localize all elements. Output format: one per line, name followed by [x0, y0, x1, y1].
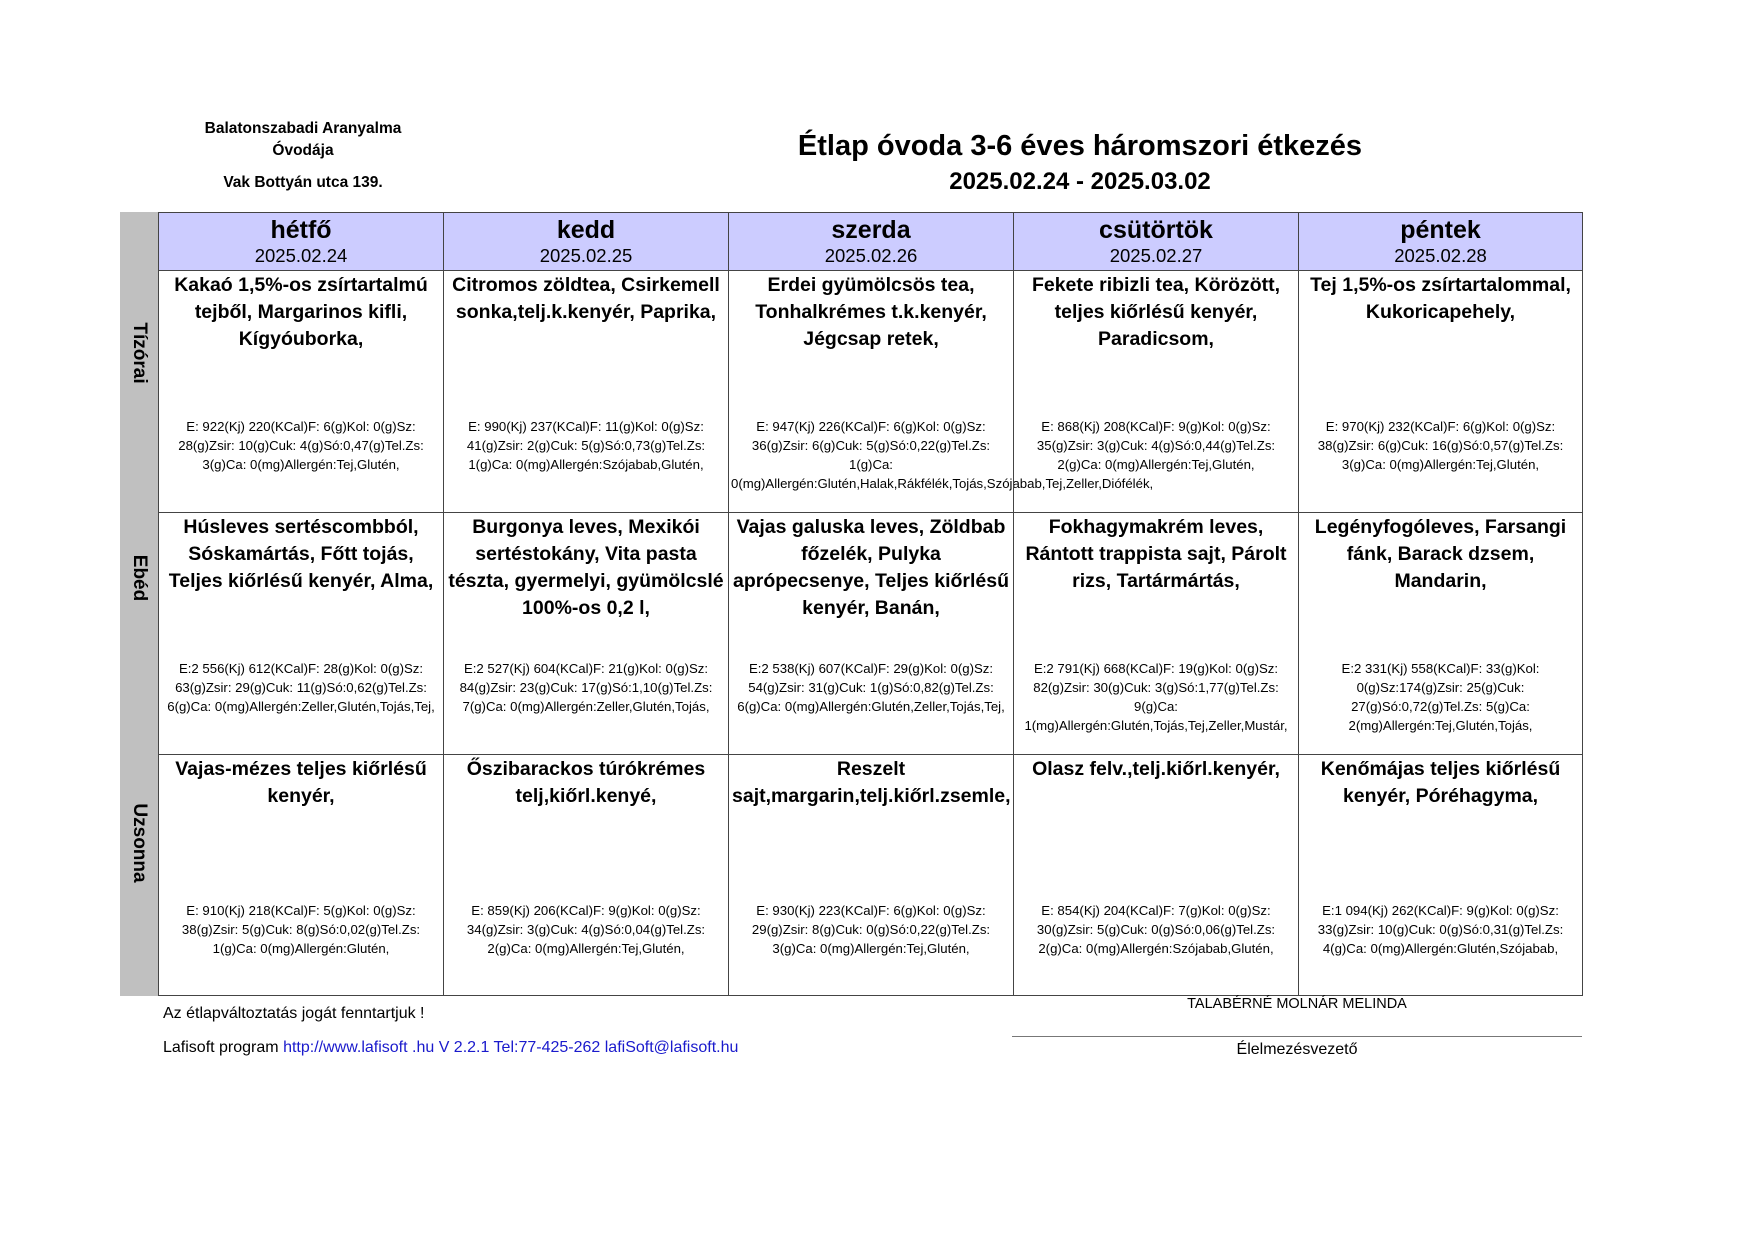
menu-cell — [443, 270, 728, 512]
org-name — [178, 118, 428, 162]
signer-name: TALABÉRNÉ MOLNÁR MELINDA — [1187, 996, 1407, 1012]
nutrition-text: E:2 538(Kj) 607(KCal)F: 29(g)Kol: 0(g)Sz: 54(g)Zsir: 31(g)Cuk: 1(g)Só:0,82(g)Tel.Zs: 6(g)Ca: 0(mg)Allergén:Glutén,Zeller,Tojás,Tej, — [737, 661, 1005, 714]
menu-cell — [158, 512, 443, 754]
dish-text: Erdei gyümölcsös tea, Tonhalkrémes t.k.kenyér, Jégcsap retek, — [755, 274, 987, 350]
meal-label-text: Uzsonna — [129, 803, 150, 883]
org-name-line1: Balatonszabadi Aranyalma — [204, 120, 402, 137]
menu-cell — [1298, 754, 1583, 996]
program-label: Lafisoft program — [163, 1039, 284, 1056]
nutrition-text: E: 930(Kj) 223(KCal)F: 6(g)Kol: 0(g)Sz: 29(g)Zsir: 8(g)Cuk: 0(g)Só:0,22(g)Tel.Zs: 3(g)Ca: 0(mg)Allergén:Tej,Glutén, — [751, 903, 991, 956]
dish-text: Vajas-mézes teljes kiőrlésű kenyér, — [175, 758, 427, 807]
dish-text: Reszelt sajt,margarin,telj.kiőrl.zsemle, — [732, 758, 1011, 807]
menu-cell — [443, 512, 728, 754]
signer-role: Élelmezésvezető — [1236, 1041, 1358, 1058]
menu-cell — [158, 754, 443, 996]
day-header-monday — [158, 212, 443, 270]
dish-text: Vajas galuska leves, Zöldbab főzelék, Pulyka aprópecsenye, Teljes kiőrlésű kenyér, Banán, — [732, 516, 1010, 619]
day-date: 2025.02.26 — [824, 245, 918, 266]
menu-cell — [1298, 270, 1583, 512]
nutrition-text: E:2 527(Kj) 604(KCal)F: 21(g)Kol: 0(g)Sz: 84(g)Zsir: 23(g)Cuk: 17(g)Só:1,10(g)Tel.Zs: 7(g)Ca: 0(mg)Allergén:Zeller,Glutén,Tojás, — [459, 661, 713, 714]
meal-label-text: Tízórai — [129, 322, 150, 384]
org-name-line2: Óvodája — [272, 142, 334, 159]
dish-text: Citromos zöldtea, Csirkemell sonka,telj.k.kenyér, Paprika, — [452, 274, 720, 323]
menu-cell — [728, 754, 1013, 996]
nutrition-text: E:1 094(Kj) 262(KCal)F: 9(g)Kol: 0(g)Sz: 33(g)Zsir: 10(g)Cuk: 0(g)Só:0,31(g)Tel.Zs: 4(g)Ca: 0(mg)Allergén:Glutén,Szójabab, — [1317, 903, 1564, 956]
table-corner — [120, 212, 158, 270]
dish-text: Tej 1,5%-os zsírtartalommal, Kukoricapehely, — [1310, 274, 1571, 323]
program-credit — [163, 1039, 738, 1057]
meal-label-text: Ebéd — [129, 554, 150, 602]
nutrition-text: E: 947(Kj) 226(KCal)F: 6(g)Kol: 0(g)Sz: 36(g)Zsir: 6(g)Cuk: 5(g)Só:0,22(g)Tel.Zs: 1(g)Ca: 0(mg)Allergén:Glutén,Halak,Rákfélék,Tojás,Szójabab,Tej,Zeller,Diófélék, — [731, 419, 1154, 491]
nutrition-text: E:2 791(Kj) 668(KCal)F: 19(g)Kol: 0(g)Sz: 82(g)Zsir: 30(g)Cuk: 3(g)Só:1,77(g)Tel.Zs: 9(g)Ca: 1(mg)Allergén:Glutén,Tojás,Tej,Zeller,Mustár, — [1024, 661, 1288, 733]
day-date: 2025.02.24 — [254, 245, 348, 266]
day-date: 2025.02.27 — [1109, 245, 1203, 266]
dish-text: Fekete ribizli tea, Körözött, teljes kiőrlésű kenyér, Paradicsom, — [1031, 274, 1281, 350]
nutrition-text: E: 922(Kj) 220(KCal)F: 6(g)Kol: 0(g)Sz: 28(g)Zsir: 10(g)Cuk: 4(g)Só:0,47(g)Tel.Zs: 3(g)Ca: 0(mg)Allergén:Tej,Glutén, — [178, 419, 424, 472]
menu-cell — [1013, 270, 1298, 512]
day-name: kedd — [556, 216, 616, 244]
menu-cell — [728, 512, 1013, 754]
nutrition-text: E: 854(Kj) 204(KCal)F: 7(g)Kol: 0(g)Sz: 30(g)Zsir: 5(g)Cuk: 0(g)Só:0,06(g)Tel.Zs: 2(g)Ca: 0(mg)Allergén:Szójabab,Glutén, — [1036, 903, 1276, 956]
dish-text: Olasz felv.,telj.kiőrl.kenyér, — [1032, 758, 1280, 780]
menu-cell — [1013, 754, 1298, 996]
dish-text: Burgonya leves, Mexikói sertéstokány, Vita pasta tészta, gyermelyi, gyümölcslé 100%-os 0,2 l, — [448, 516, 724, 619]
menu-cell — [728, 270, 1154, 512]
day-name: szerda — [831, 216, 911, 244]
dish-text: Őszibarackos túrókrémes telj,kiőrl.kenyé, — [466, 758, 706, 807]
menu-table — [120, 212, 1583, 996]
menu-cell — [443, 754, 728, 996]
dish-text: Kenőmájas teljes kiőrlésű kenyér, Póréhagyma, — [1320, 758, 1561, 807]
day-name: hétfő — [270, 216, 332, 244]
nutrition-text: E: 910(Kj) 218(KCal)F: 5(g)Kol: 0(g)Sz: 38(g)Zsir: 5(g)Cuk: 8(g)Só:0,02(g)Tel.Zs: 1(g)Ca: 0(mg)Allergén:Glutén, — [181, 903, 421, 956]
menu-cell — [1013, 512, 1298, 754]
org-address: Vak Bottyán utca 139. — [223, 174, 383, 191]
date-range: 2025.02.24 - 2025.03.02 — [949, 168, 1211, 195]
day-date: 2025.02.28 — [1394, 245, 1487, 266]
day-header-friday — [1298, 212, 1583, 270]
day-header-wednesday — [728, 212, 1013, 270]
program-link[interactable]: http://www.lafisoft .hu V 2.2.1 Tel:77-425-262 lafiSoft@lafisoft.hu — [283, 1039, 739, 1056]
day-name: péntek — [1400, 216, 1481, 244]
nutrition-text: E: 868(Kj) 208(KCal)F: 9(g)Kol: 0(g)Sz: 35(g)Zsir: 3(g)Cuk: 4(g)Só:0,44(g)Tel.Zs: 2(g)Ca: 0(mg)Allergén:Tej,Glutén, — [1036, 419, 1276, 472]
nutrition-text: E:2 331(Kj) 558(KCal)F: 33(g)Kol: 0(g)Sz:174(g)Zsir: 25(g)Cuk: 27(g)Só:0,72(g)Tel.Zs: 5(g)Ca: 2(mg)Allergén:Tej,Glutén,Tojás, — [1341, 661, 1540, 733]
nutrition-text: E:2 556(Kj) 612(KCal)F: 28(g)Kol: 0(g)Sz: 63(g)Zsir: 29(g)Cuk: 11(g)Só:0,62(g)Tel.Zs: 6(g)Ca: 0(mg)Allergén:Zeller,Glutén,Tojás,Tej, — [167, 661, 435, 714]
meal-label-tizorai — [120, 270, 158, 512]
page-title: Étlap óvoda 3-6 éves háromszori étkezés — [797, 130, 1363, 162]
day-date: 2025.02.25 — [539, 245, 633, 266]
menu-cell — [1298, 512, 1583, 754]
menu-cell — [158, 270, 443, 512]
meal-label-uzsonna — [120, 754, 158, 996]
nutrition-text: E: 859(Kj) 206(KCal)F: 9(g)Kol: 0(g)Sz: 34(g)Zsir: 3(g)Cuk: 4(g)Só:0,04(g)Tel.Zs: 2(g)Ca: 0(mg)Allergén:Tej,Glutén, — [466, 903, 706, 956]
change-notice: Az étlapváltoztatás jogát fenntartjuk ! — [163, 1005, 425, 1022]
meal-label-ebed — [120, 512, 158, 754]
nutrition-text: E: 990(Kj) 237(KCal)F: 11(g)Kol: 0(g)Sz: 41(g)Zsir: 2(g)Cuk: 5(g)Só:0,73(g)Tel.Zs: 1(g)Ca: 0(mg)Allergén:Szójabab,Glutén, — [466, 419, 706, 472]
day-name: csütörtök — [1099, 216, 1213, 244]
dish-text: Legényfogóleves, Farsangi fánk, Barack dzsem, Mandarin, — [1314, 516, 1567, 592]
nutrition-text: E: 970(Kj) 232(KCal)F: 6(g)Kol: 0(g)Sz: 38(g)Zsir: 6(g)Cuk: 16(g)Só:0,57(g)Tel.Zs: 3(g)Ca: 0(mg)Allergén:Tej,Glutén, — [1317, 419, 1564, 472]
dish-text: Húsleves sertéscombból, Sóskamártás, Főtt tojás, Teljes kiőrlésű kenyér, Alma, — [168, 516, 434, 592]
day-header-thursday — [1013, 212, 1298, 270]
signature-line — [1012, 1036, 1582, 1037]
dish-text: Kakaó 1,5%-os zsírtartalmú tejből, Margarinos kifli, Kígyóuborka, — [174, 274, 428, 350]
day-header-tuesday — [443, 212, 728, 270]
dish-text: Fokhagymakrém leves, Rántott trappista sajt, Párolt rizs, Tartármártás, — [1025, 516, 1287, 592]
